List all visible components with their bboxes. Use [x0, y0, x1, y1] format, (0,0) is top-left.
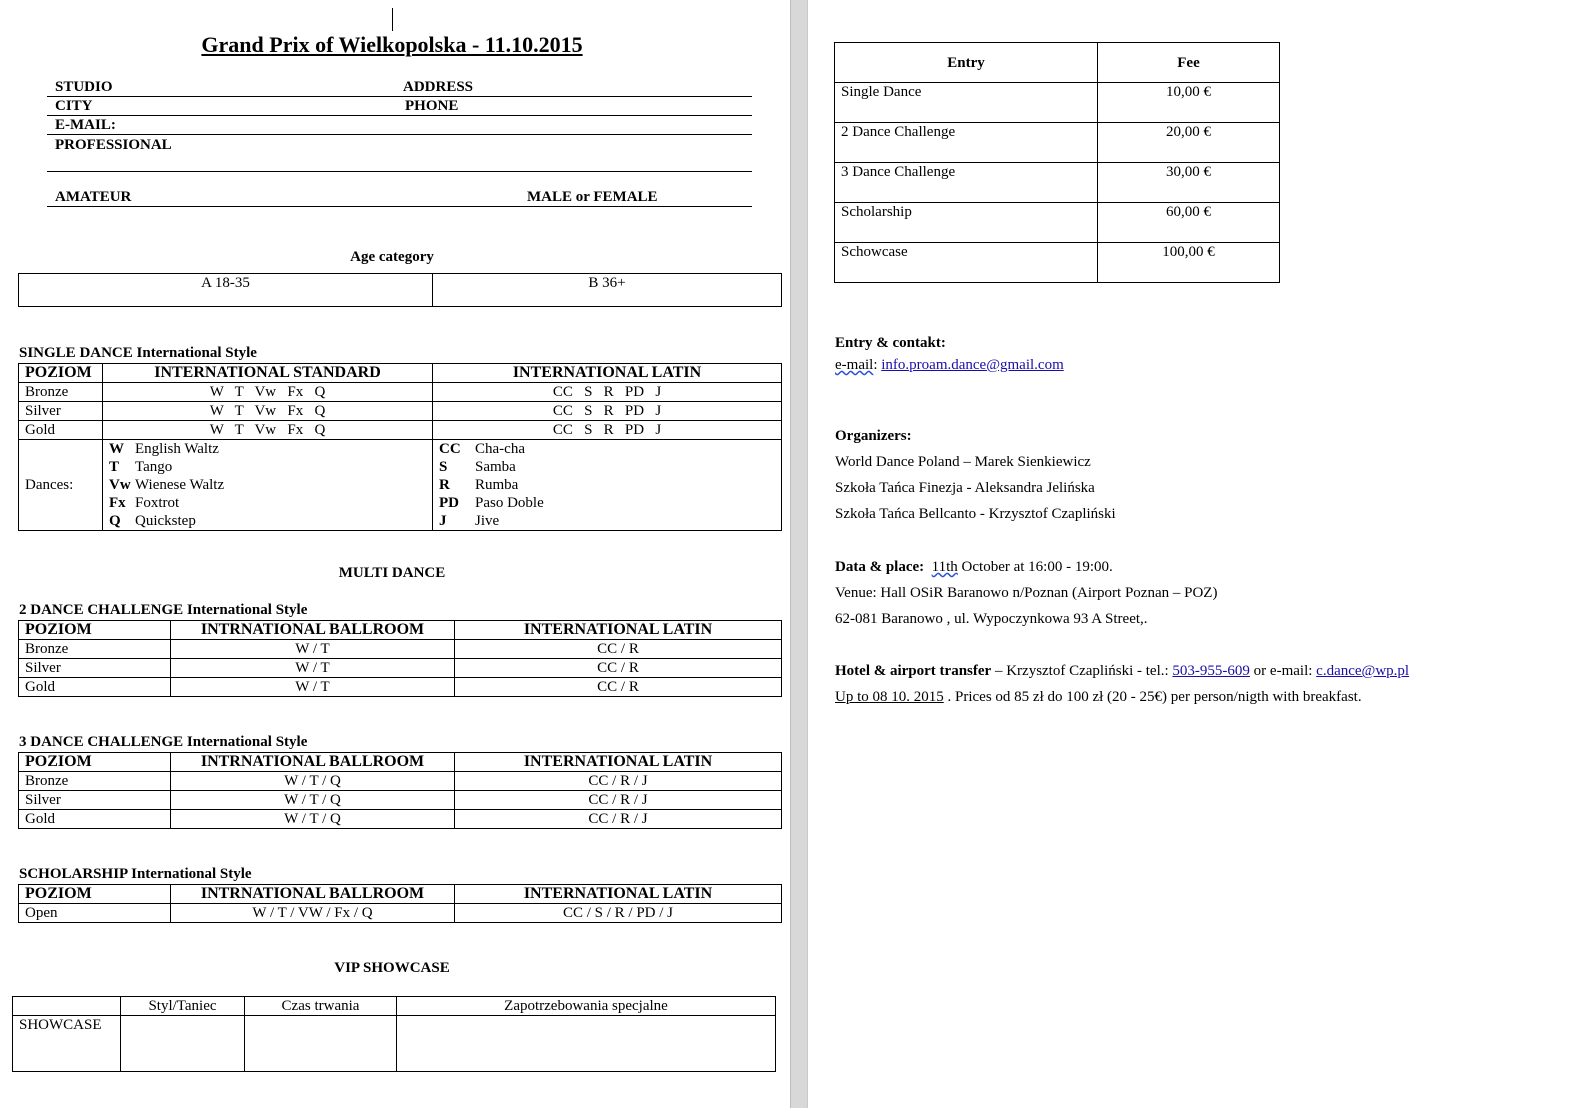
address-line: 62-081 Baranowo , ul. Wypoczynkowa 93 A Street,.: [835, 611, 1148, 627]
latin-dances-legend: [433, 440, 782, 531]
age-category-title: Age category: [350, 249, 434, 265]
hotel-label: Hotel & airport transfer: [835, 663, 992, 679]
dance-code: W: [109, 441, 124, 457]
single-dance-title: SINGLE DANCE International Style: [19, 345, 257, 361]
organizer-item: Szkoła Tańca Finezja - Aleksandra Jelińska: [835, 480, 1095, 496]
contact-email-line: e-mail: info.proam.dance@gmail.com: [835, 357, 1064, 373]
level-cell: Gold: [19, 421, 103, 440]
hotel-email-link[interactable]: c.dance@wp.pl: [1316, 663, 1410, 679]
table-row: [19, 791, 782, 810]
single-dance-table: [18, 363, 782, 531]
level-cell: Gold: [19, 810, 171, 829]
dance-name: English Waltz: [135, 441, 219, 457]
col-header: INTERNATIONAL LATIN: [455, 753, 782, 772]
table-row: [19, 383, 782, 402]
table-row: [835, 203, 1280, 243]
latin-cell[interactable]: CC S R PD J: [433, 421, 782, 440]
left-page: [0, 0, 790, 1108]
standard-dances-legend: [103, 440, 433, 531]
entry-cell: Scholarship: [835, 203, 1098, 243]
vip-showcase-table: [12, 996, 776, 1072]
table-row: [19, 810, 782, 829]
dance-name: Jive: [475, 513, 500, 529]
latin-cell[interactable]: CC / R / J: [455, 772, 782, 791]
organizers-title: Organizers:: [835, 428, 912, 444]
table-row: [19, 640, 782, 659]
level-cell: Open: [19, 904, 171, 923]
hotel-line: [835, 662, 1409, 680]
gender-label: MALE or FEMALE: [527, 189, 658, 205]
studio-label: STUDIO: [55, 79, 113, 95]
standard-cell[interactable]: W T Vw Fx Q: [103, 421, 433, 440]
right-page: [808, 0, 1588, 1108]
dance-name: Samba: [475, 459, 516, 475]
document-title[interactable]: Grand Prix of Wielkopolska - 11.10.2015: [201, 32, 583, 57]
fee-cell: 60,00 €: [1098, 203, 1280, 243]
level-cell: Bronze: [19, 772, 171, 791]
table-row: [19, 402, 782, 421]
date-place-label: Data & place:: [835, 559, 925, 575]
form-line: [47, 115, 752, 116]
ballroom-cell[interactable]: W / T: [171, 659, 455, 678]
prices-line: [835, 688, 1362, 706]
dance-code: T: [109, 459, 120, 475]
dance-name: Paso Doble: [475, 495, 544, 511]
two-dance-table: [18, 620, 782, 697]
table-row: [19, 772, 782, 791]
col-header: INTERNATIONAL LATIN: [455, 885, 782, 904]
fee-cell: 100,00 €: [1098, 243, 1280, 283]
or-email-text: or e-mail:: [1249, 663, 1317, 679]
level-cell: Silver: [19, 402, 103, 421]
hotel-person: – Krzysztof Czapliński - tel.:: [991, 663, 1173, 679]
ballroom-cell[interactable]: W / T / Q: [171, 772, 455, 791]
col-header: INTRNATIONAL BALLROOM: [171, 621, 455, 640]
form-line: [47, 206, 752, 207]
latin-cell[interactable]: CC / S / R / PD / J: [455, 904, 782, 923]
dance-code: R: [439, 477, 450, 493]
form-line: [47, 134, 752, 135]
dance-name: Tango: [135, 459, 173, 475]
table-row: [835, 163, 1280, 203]
latin-cell[interactable]: CC / R / J: [455, 791, 782, 810]
latin-cell[interactable]: CC S R PD J: [433, 383, 782, 402]
ballroom-cell[interactable]: W / T / Q: [171, 810, 455, 829]
venue-line: Venue: Hall OSiR Baranowo n/Poznan (Airport Poznan – POZ): [835, 585, 1218, 601]
entry-cell: 3 Dance Challenge: [835, 163, 1098, 203]
latin-cell[interactable]: CC / R / J: [455, 810, 782, 829]
amateur-label: AMATEUR: [55, 189, 132, 205]
text-cursor: [392, 8, 393, 31]
dance-name: Cha-cha: [475, 441, 525, 457]
three-dance-title: 3 DANCE CHALLENGE International Style: [19, 734, 308, 750]
col-header: Entry: [835, 43, 1098, 83]
dance-code: S: [439, 459, 448, 475]
city-label: CITY: [55, 98, 93, 114]
organizer-item: Szkoła Tańca Bellcanto - Krzysztof Czapliński: [835, 506, 1116, 522]
contact-title: Entry & contakt:: [835, 335, 946, 351]
two-dance-title: 2 DANCE CHALLENGE International Style: [19, 602, 308, 618]
age-category-table: [18, 273, 782, 307]
prices-text: . Prices od 85 zł do 100 zł (20 - 25€) per person/nigth with breakfast.: [943, 689, 1362, 705]
col-header: INTERNATIONAL STANDARD: [103, 364, 433, 383]
fee-cell: 10,00 €: [1098, 83, 1280, 123]
latin-cell[interactable]: CC / R: [455, 640, 782, 659]
professional-label: PROFESSIONAL: [55, 137, 172, 153]
level-cell: Bronze: [19, 383, 103, 402]
fee-cell: 20,00 €: [1098, 123, 1280, 163]
dance-name: Rumba: [475, 477, 519, 493]
dance-code: Q: [109, 513, 121, 529]
table-row: [835, 83, 1280, 123]
dance-code: Vw: [109, 477, 131, 493]
age-a-cell[interactable]: A 18-35: [19, 274, 433, 307]
entry-cell: 2 Dance Challenge: [835, 123, 1098, 163]
standard-cell[interactable]: W T Vw Fx Q: [103, 402, 433, 421]
dance-code: PD: [439, 495, 459, 511]
vip-showcase-title: VIP SHOWCASE: [334, 960, 450, 976]
three-dance-table: [18, 752, 782, 829]
multi-dance-title: MULTI DANCE: [338, 565, 446, 581]
ballroom-cell[interactable]: W / T: [171, 678, 455, 697]
col-header: POZIOM: [19, 885, 171, 904]
fee-cell: 30,00 €: [1098, 163, 1280, 203]
col-header: Fee: [1098, 43, 1280, 83]
dance-name: Wienese Waltz: [135, 477, 225, 493]
upto-date: Up to 08 10. 2015: [835, 689, 944, 705]
address-label: ADDRESS: [403, 79, 474, 95]
table-row: [19, 678, 782, 697]
col-header: Styl/Taniec: [121, 997, 245, 1016]
table-row: [19, 659, 782, 678]
col-header: Zapotrzebowania specjalne: [397, 997, 776, 1016]
col-header: INTRNATIONAL BALLROOM: [171, 753, 455, 772]
col-header: INTRNATIONAL BALLROOM: [171, 885, 455, 904]
level-cell: Gold: [19, 678, 171, 697]
duration-input-cell[interactable]: [245, 1016, 397, 1072]
scholarship-table: [18, 884, 782, 923]
style-input-cell[interactable]: [121, 1016, 245, 1072]
latin-cell[interactable]: CC / R: [455, 678, 782, 697]
contact-email-link[interactable]: info.proam.dance@gmail.com: [881, 357, 1064, 373]
dance-code: CC: [439, 441, 461, 457]
vip-header-empty: [13, 997, 121, 1016]
col-header: INTERNATIONAL LATIN: [455, 621, 782, 640]
standard-cell[interactable]: W T Vw Fx Q: [103, 383, 433, 402]
level-cell: Silver: [19, 791, 171, 810]
form-line: [47, 96, 752, 97]
col-header: Czas trwania: [245, 997, 397, 1016]
table-row: [19, 440, 782, 531]
latin-cell[interactable]: CC / R: [455, 659, 782, 678]
form-line: [47, 171, 752, 172]
table-row: [19, 904, 782, 923]
table-row: [13, 1016, 776, 1072]
entry-cell: Schowcase: [835, 243, 1098, 283]
table-row: [835, 123, 1280, 163]
table-row: [19, 421, 782, 440]
col-header: POZIOM: [19, 364, 103, 383]
ballroom-cell[interactable]: W / T / Q: [171, 791, 455, 810]
dance-code: J: [439, 513, 447, 529]
date-place-line: [835, 558, 1113, 576]
email-label: e-mail: [835, 357, 874, 373]
ballroom-cell[interactable]: W / T / VW / Fx / Q: [171, 904, 455, 923]
dances-label: Dances:: [19, 440, 103, 531]
latin-cell[interactable]: CC S R PD J: [433, 402, 782, 421]
entry-cell: Single Dance: [835, 83, 1098, 123]
dance-code: Fx: [109, 495, 126, 511]
scholarship-title: SCHOLARSHIP International Style: [19, 866, 252, 882]
level-cell: Silver: [19, 659, 171, 678]
hotel-phone-link[interactable]: 503-955-609: [1172, 663, 1250, 679]
organizer-item: World Dance Poland – Marek Sienkiewicz: [835, 454, 1091, 470]
dance-name: Quickstep: [135, 513, 196, 529]
level-cell: Bronze: [19, 640, 171, 659]
fee-table: [834, 42, 1280, 283]
dance-name: Foxtrot: [135, 495, 180, 511]
phone-label: PHONE: [405, 98, 459, 114]
showcase-label: SHOWCASE: [13, 1016, 121, 1072]
col-header: POZIOM: [19, 753, 171, 772]
page-gutter: [790, 0, 808, 1108]
table-row: [835, 243, 1280, 283]
ballroom-cell[interactable]: W / T: [171, 640, 455, 659]
time-text: October at 16:00 - 19:00.: [957, 559, 1113, 575]
email-label: E-MAIL:: [55, 117, 116, 133]
age-b-cell[interactable]: B 36+: [433, 274, 782, 307]
col-header: POZIOM: [19, 621, 171, 640]
special-requirements-cell[interactable]: [397, 1016, 776, 1072]
col-header: INTERNATIONAL LATIN: [433, 364, 782, 383]
day-text: 11th: [931, 559, 958, 575]
